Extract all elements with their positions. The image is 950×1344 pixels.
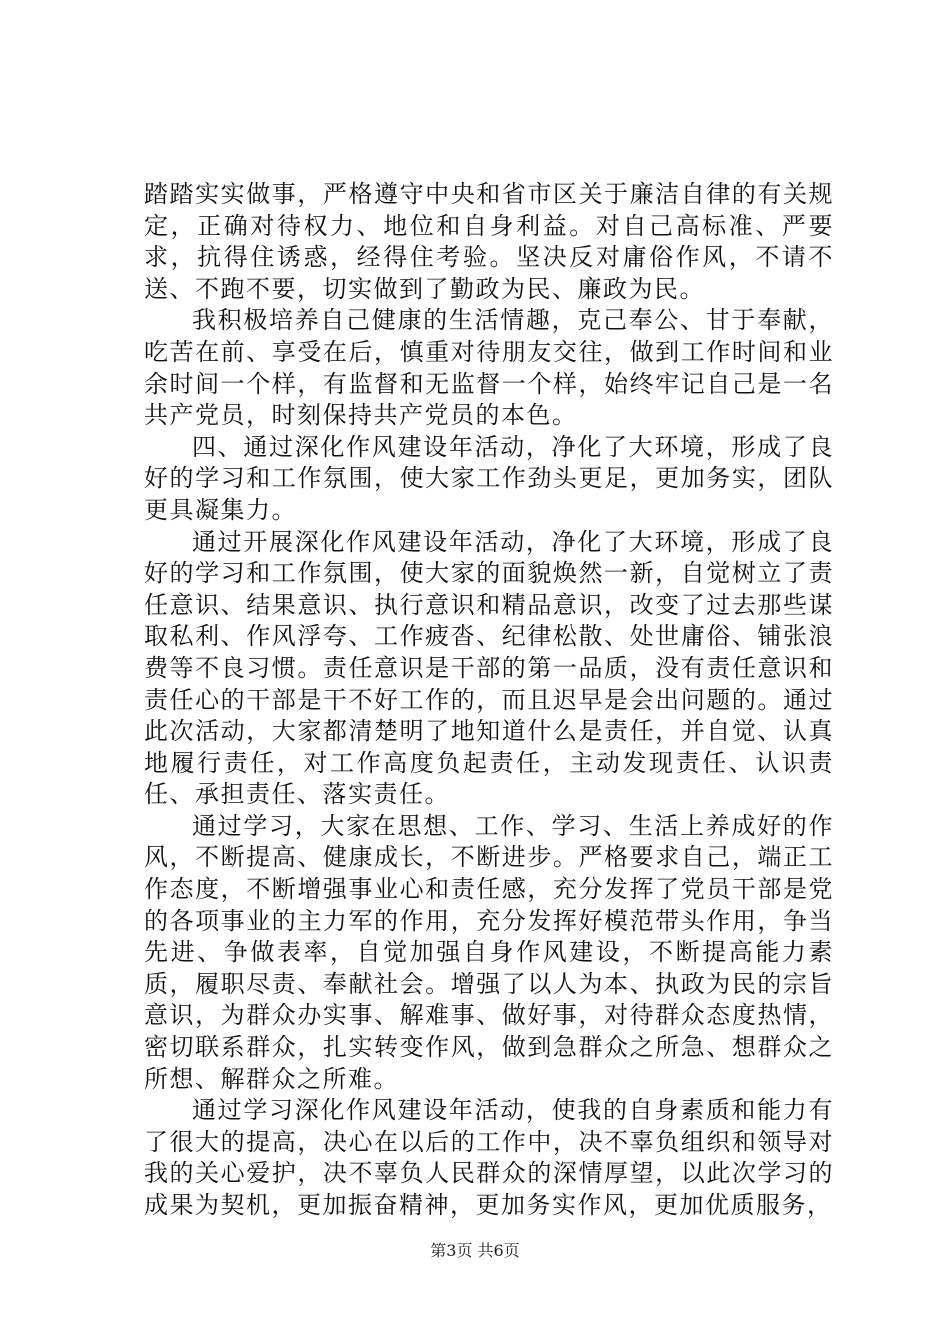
paragraph-responsibility: 通过开展深化作风建设年活动，净化了大环境，形成了良好的学习和工作氛围，使大家的面貌焕然一新，自觉树立了责任意识、结果意识、执行意识和精品意识，改变了过去那些谋取私利、作风浮夸、工作疲沓、纪律松散、处世庸俗、铺张浪费等不良习惯。责任意识是干部的第一品质，没有责任意识和责任心的干部是干不好工作的，而且迟早是会出问题的。通过此次活动，大家都清楚明了地知道什么是责任，并自觉、认真地履行责任，对工作高度负起责任，主动发现责任、认识责任、承担责任、落实责任。 [144, 527, 834, 809]
paragraph-lifestyle: 我积极培养自己健康的生活情趣，克己奉公、甘于奉献，吃苦在前、享受在后，慎重对待朋友交往，做到工作时间和业余时间一个样，有监督和无监督一个样，始终牢记自己是一名共产党员，时刻保持共产党员的本色。 [144, 306, 834, 430]
page-number-footer: 第3页 共6页 [430, 1241, 520, 1260]
document-body [144, 179, 834, 1222]
paragraph-study-results: 通过学习，大家在思想、工作、学习、生活上养成好的作风，不断提高、健康成长，不断进步。严格要求自己，端正工作态度，不断增强事业心和责任感，充分发挥了党员干部是党的各项事业的主力军的作用，充分发挥好模范带头作用，争当先进、争做表率，自觉加强自身作风建设，不断提高能力素质，履职尽责、奉献社会。增强了以人为本、执政为民的宗旨意识，为群众办实事、解难事、做好事，对待群众态度热情，密切联系群众，扎实转变作风，做到急群众之所急、想群众之所想、解群众之所难。 [144, 811, 834, 1093]
paragraph-section-four-heading: 四、通过深化作风建设年活动，净化了大环境，形成了良好的学习和工作氛围，使大家工作劲头更足，更加务实，团队更具凝集力。 [144, 432, 834, 524]
paragraph-continuation: 踏踏实实做事，严格遵守中央和省市区关于廉洁自律的有关规定，正确对待权力、地位和自身利益。对自己高标准、严要求，抗得住诱惑，经得住考验。坚决反对庸俗作风，不请不送、不跑不要，切实做到了勤政为民、廉政为民。 [144, 180, 834, 303]
paragraph-resolution: 通过学习深化作风建设年活动，使我的自身素质和能力有了很大的提高，决心在以后的工作中，决不辜负组织和领导对我的关心爱护，决不辜负人民群众的深情厚望，以此次学习的成果为契机，更加振奋精神，更加务实作风，更加优质服务， [144, 1096, 834, 1219]
